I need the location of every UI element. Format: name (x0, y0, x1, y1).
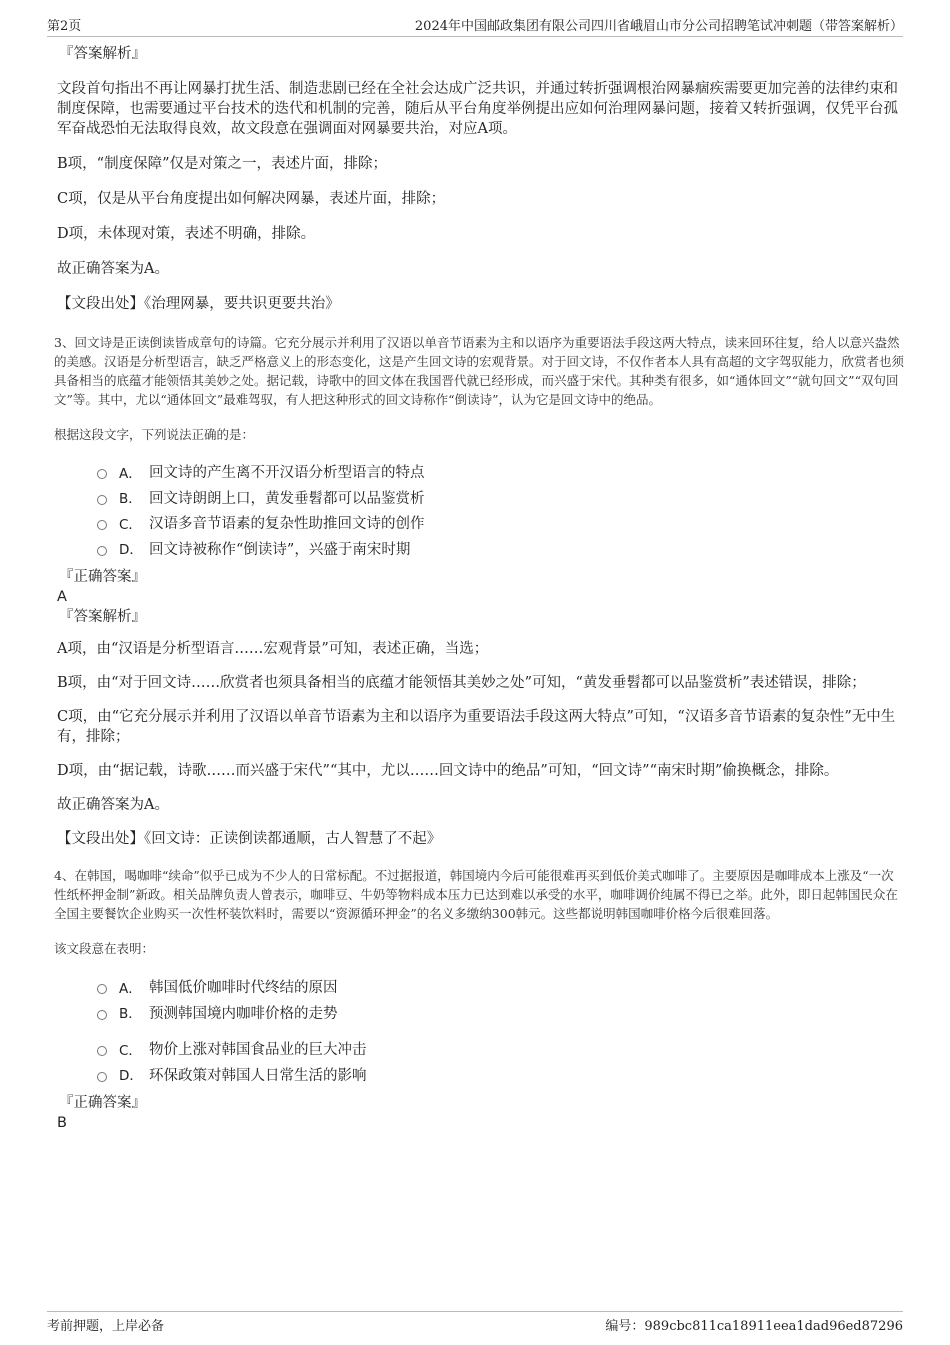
answer-label: 『正确答案』 (59, 1095, 146, 1111)
conclusion: 故正确答案为A。 (57, 261, 169, 277)
answer-value: A (57, 589, 67, 605)
analysis-option-b: B项，由“对于回文诗……欣赏者也须具备相当的底蕴才能领悟其美妙之处”可知，“黄发垂髫都可以品鉴赏析”表述错误，排除； (57, 675, 866, 691)
conclusion: 故正确答案为A。 (57, 797, 169, 813)
answer-label: 『正确答案』 (59, 569, 146, 585)
option-a[interactable]: A． 回文诗的产生离不开汉语分析型语言的特点 (97, 459, 905, 485)
answer-value: B (57, 1115, 67, 1131)
page-header (47, 12, 903, 37)
option-c[interactable]: C． 汉语多音节语素的复杂性助推回文诗的创作 (97, 510, 905, 536)
page-number: 第2页 (47, 19, 82, 34)
option-b[interactable]: B． 预测韩国境内咖啡价格的走势 (97, 1000, 905, 1026)
analysis-paragraph: 文段首句指出不再让网暴打扰生活、制造悲剧已经在全社会达成广泛共识，并通过转折强调根治网暴痼疾需要更加完善的法律约束和制度保障，也需要通过平台技术的迭代和机制的完善，随后从平台角度举例提出应如何治理网暴问题，接着又转折强调，仅凭平台孤军奋战恐怕无法取得良效，故文段意在强调面对网暴要共治，对应A项。 (57, 81, 898, 137)
option-a[interactable]: A． 韩国低价咖啡时代终结的原因 (97, 974, 905, 1000)
analysis-option-c: C项，仅是从平台角度提出如何解决网暴，表述片面，排除； (57, 191, 446, 207)
radio-icon[interactable] (97, 469, 107, 479)
radio-icon[interactable] (97, 546, 107, 556)
question-4-stem: 4、在韩国，喝咖啡“续命”似乎已成为不少人的日常标配。不过据报道，韩国境内今后可能很难再买到低价美式咖啡了。主要原因是咖啡成本上涨及“一次性纸杯押金制”新政。相关品牌负责人曾表示，咖啡豆、牛奶等物料成本压力已达到难以承受的水平，咖啡调价纯属不得已之举。此外，即日起韩国民众在全国主要餐饮企业购买一次性杯装饮料时，需要以“资源循环押金”的名义多缴纳300韩元。这些都说明韩国咖啡价格今后很难回落。 (54, 868, 898, 921)
source: 【文段出处】《回文诗：正读倒读都通顺，古人智慧了不起》 (57, 831, 442, 847)
page-footer (47, 1311, 903, 1334)
radio-icon[interactable] (97, 495, 107, 505)
analysis-label: 『答案解析』 (59, 46, 146, 62)
source: 【文段出处】《治理网暴，要共识更要共治》 (57, 296, 340, 312)
footer-slogan: 考前押题，上岸必备 (47, 1319, 165, 1334)
option-c[interactable]: C． 物价上涨对韩国食品业的巨大冲击 (97, 1036, 905, 1062)
option-d[interactable]: D． 回文诗被称作“倒读诗”，兴盛于南宋时期 (97, 536, 905, 562)
question-3-prompt: 根据这段文字，下列说法正确的是： (54, 427, 255, 442)
radio-icon[interactable] (97, 1046, 107, 1056)
radio-icon[interactable] (97, 520, 107, 530)
analysis-option-d: D项，由“据记载，诗歌……而兴盛于宋代”“其中，尤以……回文诗中的绝品”可知，“回文诗”“南宋时期”偷换概念，排除。 (57, 763, 839, 779)
option-d[interactable]: D． 环保政策对韩国人日常生活的影响 (97, 1062, 905, 1088)
radio-icon[interactable] (97, 1072, 107, 1082)
radio-icon[interactable] (97, 984, 107, 994)
page-content (54, 44, 905, 1133)
analysis-option-b: B项，“制度保障”仅是对策之一，表述片面，排除； (57, 156, 387, 172)
document-title: 2024年中国邮政集团有限公司四川省峨眉山市分公司招聘笔试冲刺题（带答案解析） (414, 19, 903, 34)
question-4-prompt: 该文段意在表明： (54, 941, 155, 956)
document-id: 编号：989cbc811ca18911eea1dad96ed87296 (605, 1319, 903, 1334)
analysis-option-a: A项，由“汉语是分析型语言……宏观背景”可知，表述正确，当选； (57, 641, 489, 657)
analysis-option-c: C项，由“它充分展示并利用了汉语以单音节语素为主和以语序为重要语法手段这两大特点”可知，“汉语多音节语素的复杂性”无中生有，排除； (57, 709, 896, 745)
option-b[interactable]: B． 回文诗朗朗上口，黄发垂髫都可以品鉴赏析 (97, 485, 905, 511)
analysis-option-d: D项，未体现对策，表述不明确，排除。 (57, 226, 316, 242)
radio-icon[interactable] (97, 1010, 107, 1020)
question-3-options (57, 459, 905, 561)
question-4-options (57, 974, 905, 1087)
question-3-stem: 3、回文诗是正读倒读皆成章句的诗篇。它充分展示并利用了汉语以单音节语素为主和以语序为重要语法手段这两大特点，读来回环往复，给人以意兴盎然的美感。汉语是分析型语言，缺乏严格意义上的形态变化，这是产生回文诗的宏观背景。对于回文诗，不仅作者本人具有高超的文字驾驭能力，欣赏者也须具备相当的底蕴才能领悟其美妙之处。据记载，诗歌中的回文体在我国晋代就已经形成，而兴盛于宋代。其种类有很多，如“通体回文”“就句回文”“双句回文”等。其中，尤以“通体回文”最难驾驭，有人把这种形式的回文诗称作“倒读诗”，认为它是回文诗中的绝品。 (54, 335, 905, 407)
analysis-label: 『答案解析』 (59, 609, 146, 625)
